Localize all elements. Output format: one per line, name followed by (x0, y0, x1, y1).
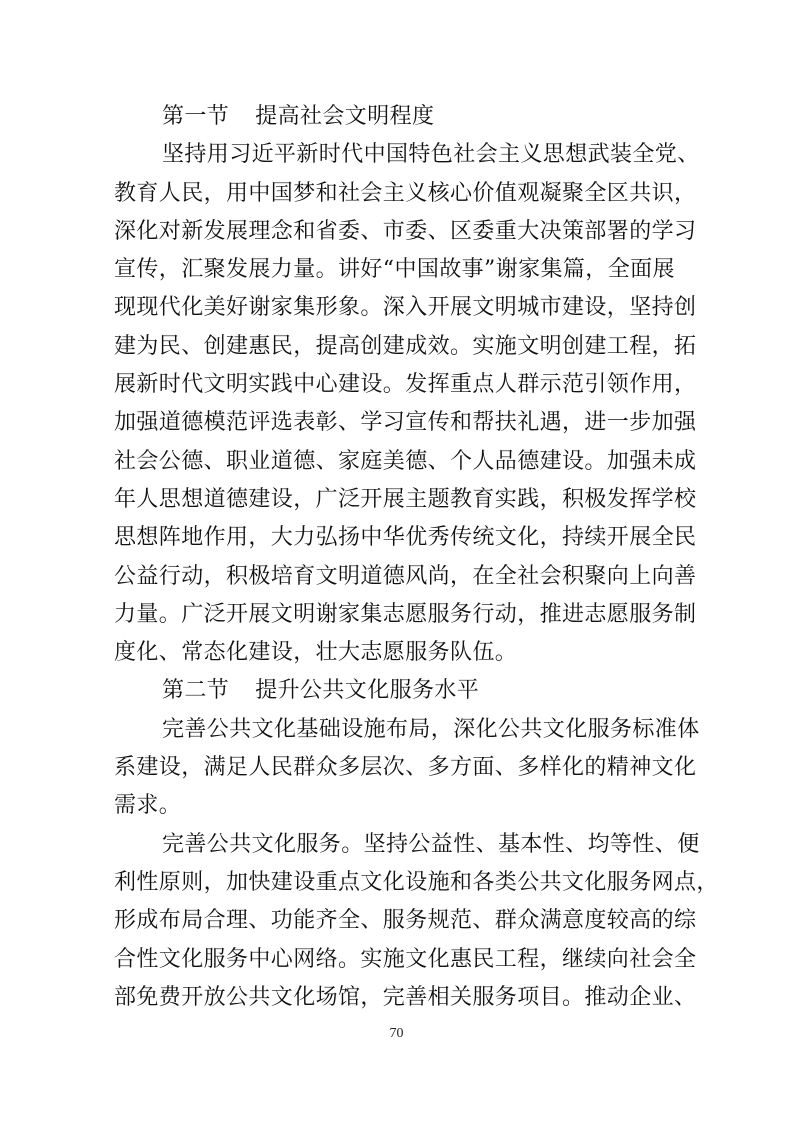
paragraph-line: 利性原则，加快建设重点文化设施和各类公共文化服务网点， (114, 869, 719, 895)
section-2-label: 第二节 (162, 678, 230, 704)
section-2-service-paragraph (114, 826, 719, 1017)
paragraph-line: 宣传，汇聚发展力量。讲好“中国故事”谢家集篇，全面展 (114, 257, 675, 283)
section-2-intro (114, 711, 700, 826)
paragraph-line: 完善公共文化基础设施布局，深化公共文化服务标准体 (162, 716, 700, 742)
paragraph-line: 建为民、创建惠民，提高创建成效。实施文明创建工程，拓 (114, 333, 697, 359)
page-number: 70 (389, 1026, 404, 1041)
document-page (114, 98, 719, 1017)
section-1-title: 提高社会文明程度 (255, 104, 435, 129)
bold-lead-text: 完善公共文化服务。 (162, 831, 364, 857)
paragraph-line: 公益行动，积极培育文明道德风尚，在全社会积聚向上向善 (114, 563, 697, 589)
paragraph-line: 需求。 (114, 793, 182, 819)
paragraph-line: 深化对新发展理念和省委、市委、区委重大决策部署的学习 (114, 218, 697, 244)
paragraph-line: 坚持用习近平新时代中国特色社会主义思想武装全党、 (162, 142, 700, 168)
section-2-title: 提升公共文化服务水平 (255, 678, 480, 704)
paragraph-line: 加强道德模范评选表彰、学习宣传和帮扶礼遇，进一步加强 (114, 410, 697, 436)
paragraph-line: 系建设，满足人民群众多层次、多方面、多样化的精神文化 (114, 755, 697, 781)
paragraph-line: 年人思想道德建设，广泛开展主题教育实践，积极发挥学校 (114, 486, 697, 512)
section-1-label: 第一节 (162, 104, 230, 129)
section-1-heading (114, 98, 680, 136)
paragraph-line: 力量。广泛开展文明谢家集志愿服务行动，推进志愿服务制 (114, 601, 697, 627)
paragraph-line: 展新时代文明实践中心建设。发挥重点人群示范引领作用， (114, 372, 697, 398)
section-2-heading (114, 672, 680, 710)
paragraph-text: 坚持公益性、基本性、均等性、便 (363, 831, 700, 857)
paragraph-line: 社会公德、职业道德、家庭美德、个人品德建设。加强未成 (114, 448, 697, 474)
paragraph-line: 思想阵地作用，大力弘扬中华优秀传统文化，持续开展全民 (114, 525, 697, 551)
paragraph-line: 形成布局合理、功能齐全、服务规范、群众满意度较高的综 (114, 908, 697, 934)
paragraph-line: 教育人民，用中国梦和社会主义核心价值观凝聚全区共识， (114, 180, 697, 206)
paragraph-line: 合性文化服务中心网络。实施文化惠民工程，继续向社会全 (114, 946, 697, 972)
paragraph-line (114, 826, 700, 864)
paragraph-line: 现现代化美好谢家集形象。深入开展文明城市建设，坚持创 (114, 295, 697, 321)
section-1-paragraph (114, 136, 700, 672)
paragraph-line: 度化、常态化建设，壮大志愿服务队伍。 (114, 640, 518, 666)
paragraph-line: 部免费开放公共文化场馆，完善相关服务项目。推动企业、 (114, 984, 697, 1010)
